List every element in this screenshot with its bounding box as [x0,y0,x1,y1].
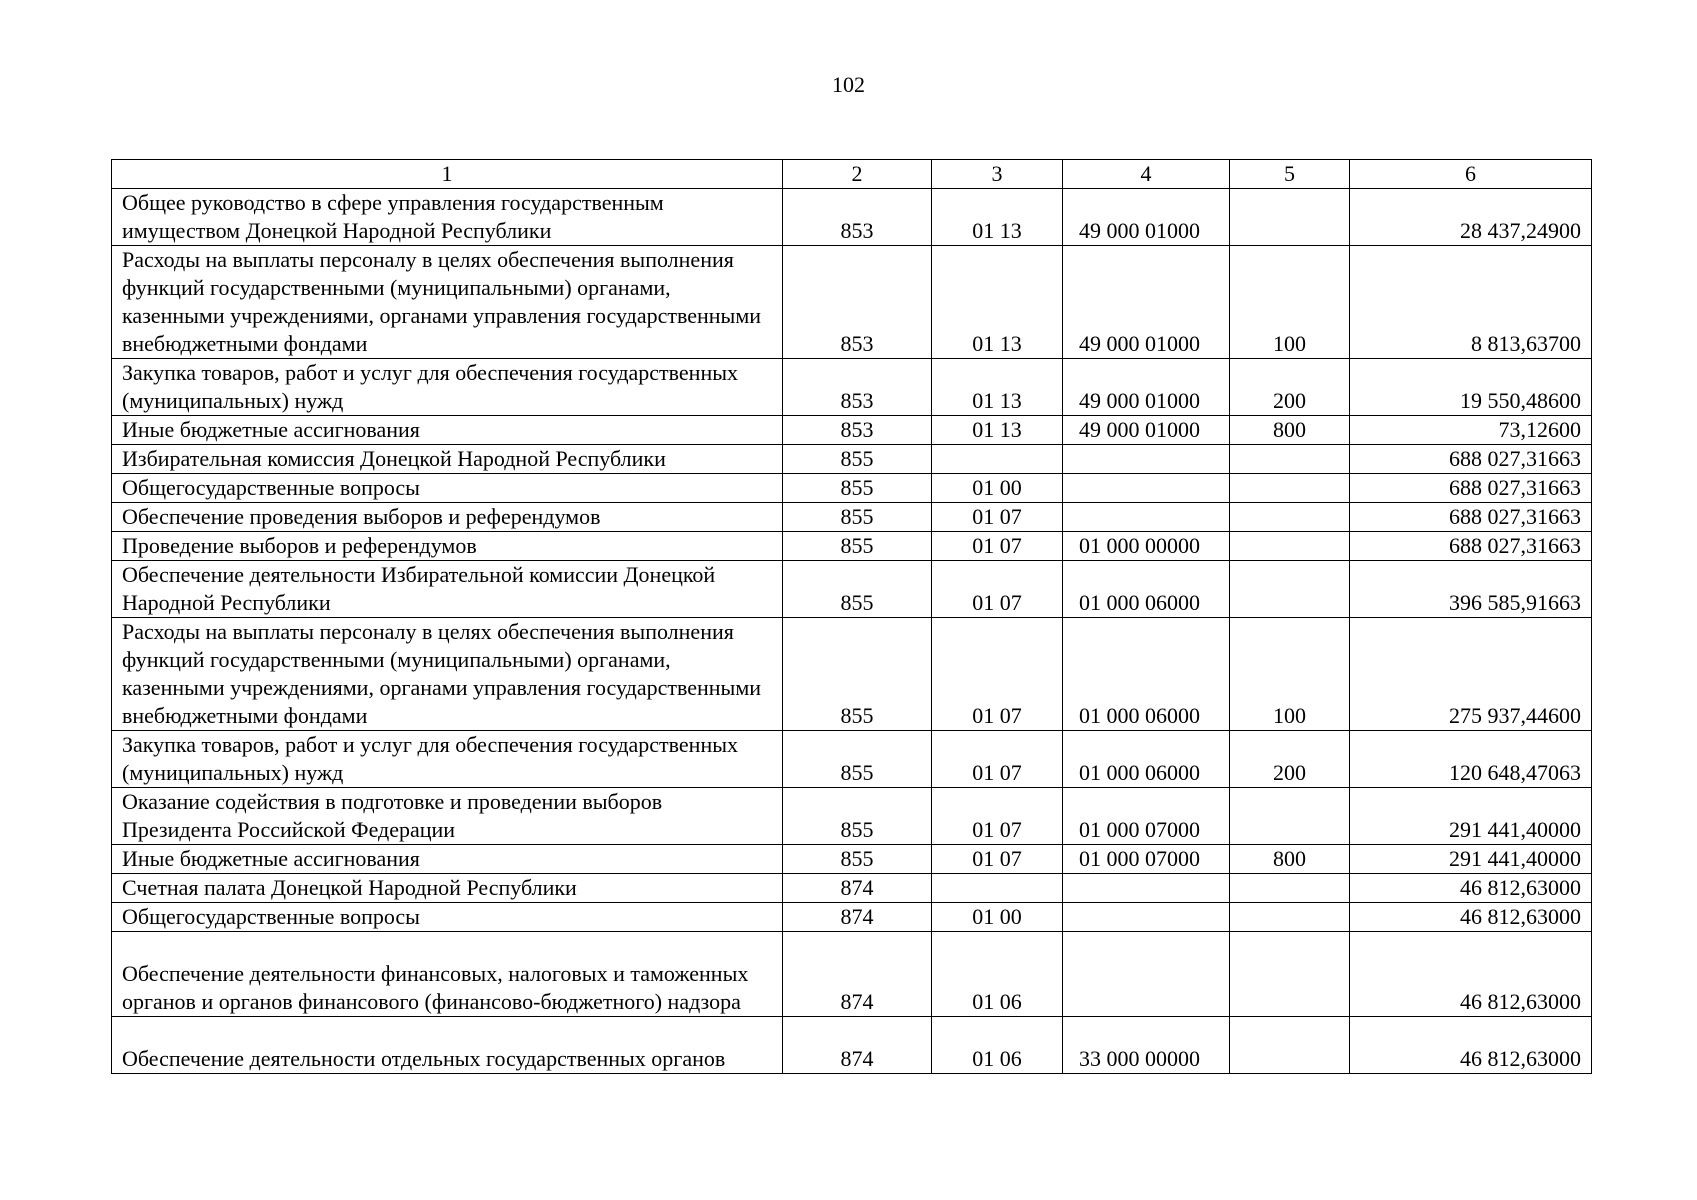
row-expense-type [1230,503,1350,532]
row-section-code [932,445,1063,474]
row-target-code: 01 000 07000 [1063,788,1230,845]
row-amount: 28 437,24900 [1350,189,1592,246]
table-row [112,532,1592,561]
table-row [112,445,1592,474]
row-name: Расходы на выплаты персоналу в целях обеспечения выполнения функций государственными (муниципальными) органами, казенными учреждениями, органами управления государственными внебюджетными фондами [112,246,783,359]
row-department-code: 855 [783,503,932,532]
row-department-code: 855 [783,618,932,731]
row-amount: 291 441,40000 [1350,845,1592,874]
row-name: Обеспечение деятельности финансовых, налоговых и таможенных органов и органов финансового (финансово-бюджетного) надзора [112,932,783,1017]
row-name: Иные бюджетные ассигнования [112,845,783,874]
row-expense-type [1230,932,1350,1017]
row-name: Обеспечение деятельности Избирательной комиссии Донецкой Народной Республики [112,561,783,618]
row-expense-type: 100 [1230,246,1350,359]
row-target-code: 49 000 01000 [1063,189,1230,246]
row-target-code: 49 000 01000 [1063,416,1230,445]
row-target-code [1063,474,1230,503]
row-amount: 8 813,63700 [1350,246,1592,359]
row-amount: 396 585,91663 [1350,561,1592,618]
row-name: Обеспечение деятельности отдельных государственных органов [112,1017,783,1074]
row-amount: 46 812,63000 [1350,903,1592,932]
row-expense-type [1230,903,1350,932]
row-section-code: 01 07 [932,561,1063,618]
page-number: 102 [832,72,865,97]
table-header-row [112,160,1592,189]
header-col-4: 4 [1063,160,1230,189]
table-row [112,359,1592,416]
row-department-code: 855 [783,788,932,845]
row-department-code: 853 [783,359,932,416]
row-expense-type: 200 [1230,359,1350,416]
table-row [112,561,1592,618]
table-row [112,474,1592,503]
row-target-code: 49 000 01000 [1063,359,1230,416]
table-row [112,246,1592,359]
row-section-code: 01 07 [932,503,1063,532]
row-section-code: 01 13 [932,359,1063,416]
row-department-code: 853 [783,189,932,246]
row-section-code: 01 13 [932,189,1063,246]
header-col-5: 5 [1230,160,1350,189]
row-department-code: 853 [783,246,932,359]
row-department-code: 855 [783,445,932,474]
row-name: Общегосударственные вопросы [112,903,783,932]
row-target-code: 01 000 06000 [1063,561,1230,618]
row-department-code: 855 [783,845,932,874]
table-row [112,503,1592,532]
row-section-code: 01 07 [932,845,1063,874]
row-amount: 275 937,44600 [1350,618,1592,731]
row-name: Общее руководство в сфере управления государственным имуществом Донецкой Народной Республики [112,189,783,246]
row-department-code: 855 [783,474,932,503]
row-expense-type [1230,189,1350,246]
row-amount: 291 441,40000 [1350,788,1592,845]
row-department-code: 874 [783,932,932,1017]
table-row [112,845,1592,874]
row-amount: 46 812,63000 [1350,932,1592,1017]
row-expense-type [1230,532,1350,561]
row-department-code: 874 [783,903,932,932]
row-section-code: 01 07 [932,731,1063,788]
header-col-3: 3 [932,160,1063,189]
row-section-code: 01 06 [932,1017,1063,1074]
table-row [112,903,1592,932]
row-target-code: 49 000 01000 [1063,246,1230,359]
row-expense-type: 200 [1230,731,1350,788]
row-name: Расходы на выплаты персоналу в целях обеспечения выполнения функций государственными (муниципальными) органами, казенными учреждениями, органами управления государственными внебюджетными фондами [112,618,783,731]
row-target-code: 01 000 07000 [1063,845,1230,874]
row-target-code: 33 000 00000 [1063,1017,1230,1074]
row-target-code [1063,503,1230,532]
row-expense-type [1230,474,1350,503]
header-col-6: 6 [1350,160,1592,189]
table-row [112,731,1592,788]
row-expense-type: 100 [1230,618,1350,731]
row-name: Оказание содействия в подготовке и проведении выборов Президента Российской Федерации [112,788,783,845]
row-section-code: 01 13 [932,246,1063,359]
row-expense-type [1230,445,1350,474]
row-expense-type [1230,874,1350,903]
row-amount: 73,12600 [1350,416,1592,445]
row-section-code: 01 13 [932,416,1063,445]
header-col-2: 2 [783,160,932,189]
row-section-code [932,874,1063,903]
row-amount: 120 648,47063 [1350,731,1592,788]
row-name: Закупка товаров, работ и услуг для обеспечения государственных (муниципальных) нужд [112,359,783,416]
row-section-code: 01 00 [932,474,1063,503]
row-amount: 19 550,48600 [1350,359,1592,416]
row-name: Иные бюджетные ассигнования [112,416,783,445]
row-section-code: 01 00 [932,903,1063,932]
row-department-code: 855 [783,731,932,788]
budget-table [111,159,1592,1074]
row-target-code [1063,874,1230,903]
header-col-1: 1 [112,160,783,189]
row-target-code: 01 000 06000 [1063,618,1230,731]
row-section-code: 01 07 [932,788,1063,845]
row-name: Закупка товаров, работ и услуг для обеспечения государственных (муниципальных) нужд [112,731,783,788]
row-amount: 46 812,63000 [1350,874,1592,903]
table-row [112,1017,1592,1074]
table-row [112,416,1592,445]
row-name: Счетная палата Донецкой Народной Республики [112,874,783,903]
row-amount: 46 812,63000 [1350,1017,1592,1074]
row-amount: 688 027,31663 [1350,474,1592,503]
row-target-code [1063,932,1230,1017]
row-expense-type [1230,561,1350,618]
row-expense-type: 800 [1230,845,1350,874]
row-target-code: 01 000 06000 [1063,731,1230,788]
row-name: Избирательная комиссия Донецкой Народной Республики [112,445,783,474]
table-row [112,874,1592,903]
row-name: Обеспечение проведения выборов и референдумов [112,503,783,532]
row-section-code: 01 06 [932,932,1063,1017]
row-expense-type [1230,1017,1350,1074]
row-department-code: 855 [783,532,932,561]
row-expense-type: 800 [1230,416,1350,445]
table-row [112,788,1592,845]
row-amount: 688 027,31663 [1350,503,1592,532]
table-row [112,189,1592,246]
row-target-code: 01 000 00000 [1063,532,1230,561]
table-row [112,932,1592,1017]
row-amount: 688 027,31663 [1350,445,1592,474]
row-expense-type [1230,788,1350,845]
row-name: Общегосударственные вопросы [112,474,783,503]
row-name: Проведение выборов и референдумов [112,532,783,561]
row-section-code: 01 07 [932,618,1063,731]
row-amount: 688 027,31663 [1350,532,1592,561]
table-row [112,618,1592,731]
row-department-code: 874 [783,1017,932,1074]
row-target-code [1063,445,1230,474]
row-department-code: 855 [783,561,932,618]
row-department-code: 853 [783,416,932,445]
row-target-code [1063,903,1230,932]
row-department-code: 874 [783,874,932,903]
row-section-code: 01 07 [932,532,1063,561]
